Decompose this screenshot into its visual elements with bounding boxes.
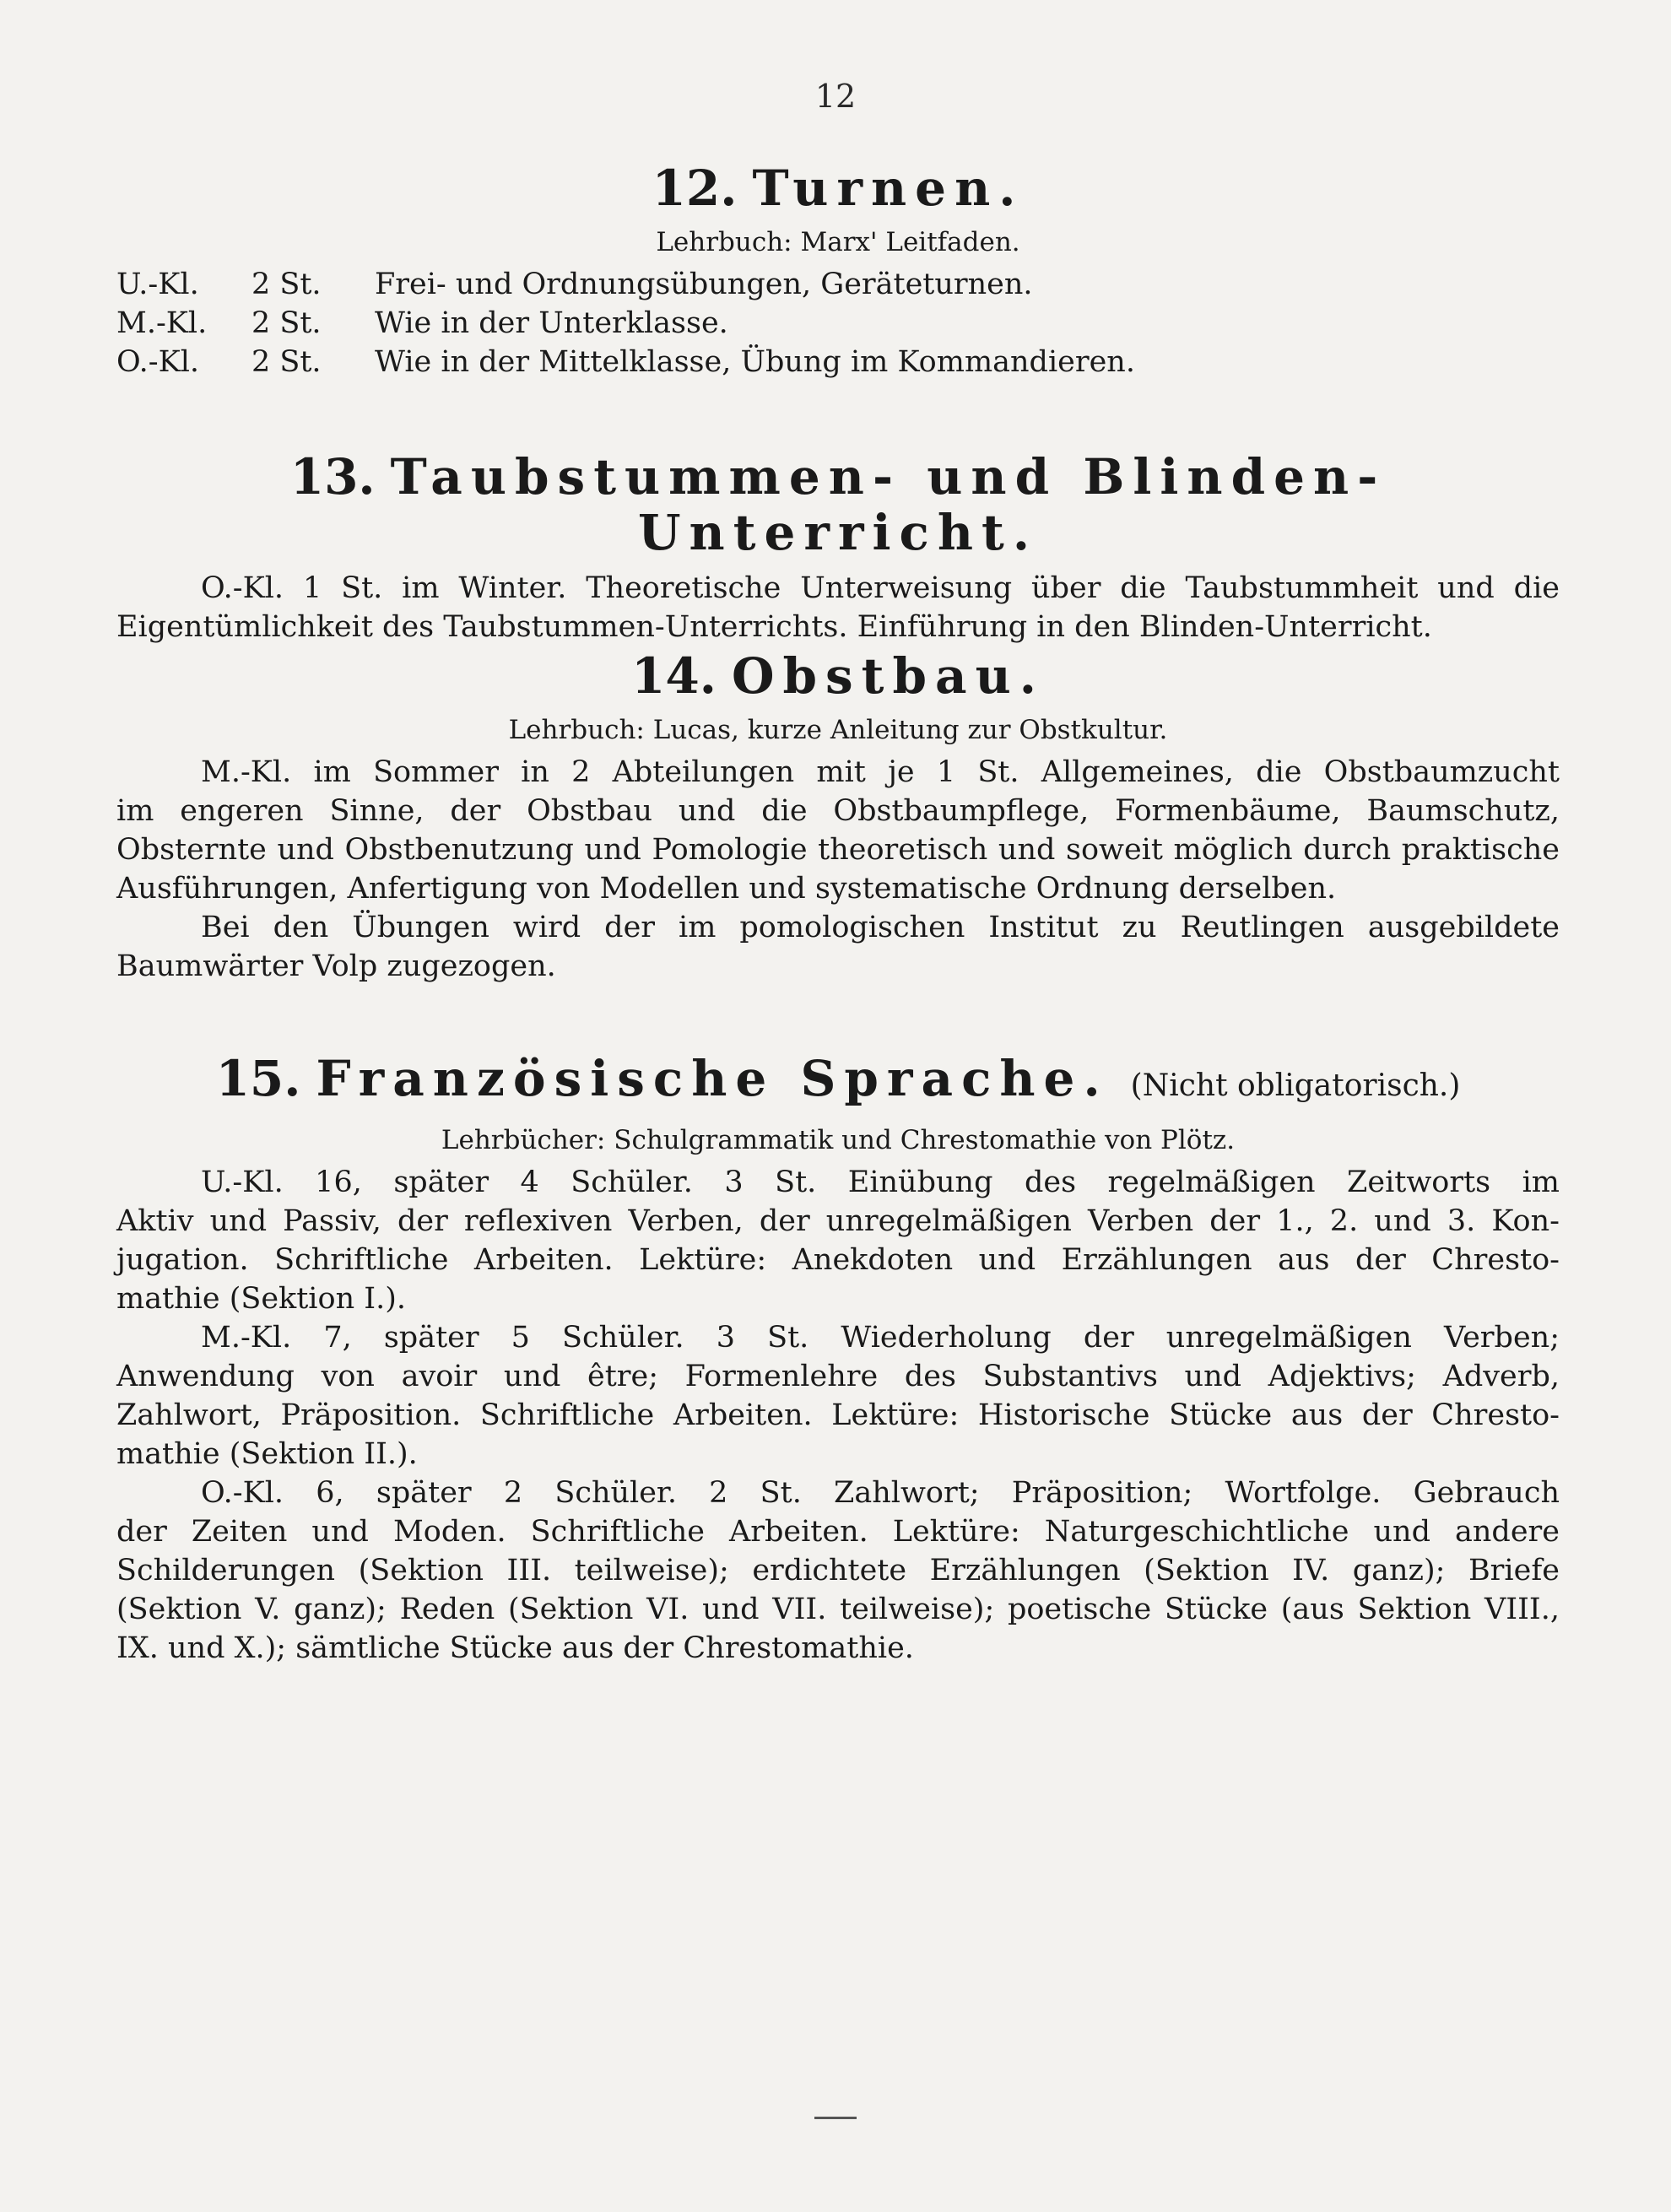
schedule-text: Wie in der Unterklasse.	[375, 306, 728, 340]
body-line: (Sektion V. ganz); Reden (Sektion VI. und VII. teilweise); poetische Stücke (aus Sektion VIII.,	[116, 1593, 1560, 1626]
hours-label: 2 St.	[251, 345, 322, 379]
body-line: Zahlwort, Präposition. Schriftliche Arbeiten. Lektüre: Historische Stücke aus der Chresto-	[116, 1398, 1560, 1432]
section-title: Französische Sprache.	[316, 1050, 1109, 1107]
section-taubstummen	[116, 449, 1560, 646]
section-number: 15.	[215, 1050, 301, 1107]
page-number: 12	[814, 78, 857, 115]
schedule-text: Wie in der Mittelklasse, Übung im Kommandieren.	[375, 345, 1135, 379]
section-heading	[116, 1051, 1560, 1114]
hours-label: 2 St.	[251, 268, 322, 301]
body-line: IX. und X.); sämtliche Stücke aus der Chrestomathie.	[116, 1631, 914, 1665]
body-line: Aktiv und Passiv, der reflexiven Verben, der unregelmäßigen Verben der 1., 2. und 3. Kon-	[116, 1204, 1560, 1238]
textbook-line: Lehrbuch: Lucas, kurze Anleitung zur Obstkultur.	[508, 715, 1168, 745]
body-line: Obsternte und Obstbenutzung und Pomologie theoretisch und soweit möglich durch praktische	[116, 833, 1560, 867]
body-line: der Zeiten und Moden. Schriftliche Arbeiten. Lektüre: Naturgeschichtliche und andere	[116, 1515, 1560, 1549]
section-number: 13.	[289, 448, 376, 506]
body-line: M.-Kl. 7, später 5 Schüler. 3 St. Wiederholung der unregelmäßigen Verben;	[201, 1321, 1560, 1355]
section-note: (Nicht obligatorisch.)	[1130, 1068, 1461, 1103]
body-line: Eigentümlichkeit des Taubstummen-Unterrichts. Einführung in den Blinden-Unterricht.	[116, 610, 1432, 644]
body-line: Anwendung von avoir und être; Formenlehre des Substantivs und Adjektivs; Adverb,	[116, 1360, 1560, 1393]
section-number: 14.	[631, 647, 717, 705]
body-line: Schilderungen (Sektion III. teilweise); erdichtete Erzählungen (Sektion IV. ganz); Briefe	[116, 1554, 1560, 1587]
end-rule	[814, 2117, 857, 2119]
body-line: Ausführungen, Anfertigung von Modellen und systematische Ordnung derselben.	[116, 872, 1337, 906]
section-title: Turnen.	[752, 160, 1025, 217]
class-label: M.-Kl.	[116, 306, 208, 340]
section-heading	[116, 160, 1560, 216]
section-franzoesisch	[116, 1051, 1560, 1668]
body-line: mathie (Sektion II.).	[116, 1437, 418, 1471]
textbook-line: Lehrbuch: Marx' Leitfaden.	[656, 227, 1020, 257]
hours-label: 2 St.	[251, 306, 322, 340]
section-heading	[116, 449, 1560, 560]
body-line: mathie (Sektion I.).	[116, 1282, 406, 1316]
textbook-line: Lehrbücher: Schulgrammatik und Chrestomathie von Plötz.	[441, 1125, 1236, 1155]
body-line: O.-Kl. 1 St. im Winter. Theoretische Unterweisung über die Taubstummheit und die	[201, 571, 1560, 605]
schedule-row	[116, 304, 1560, 343]
section-heading	[116, 648, 1560, 704]
body-line: M.-Kl. im Sommer in 2 Abteilungen mit je 1 St. Allgemeines, die Obstbaumzucht	[201, 755, 1560, 789]
schedule-row	[116, 343, 1560, 381]
schedule-text: Frei- und Ordnungsübungen, Geräteturnen.	[375, 268, 1033, 301]
class-label: U.-Kl.	[116, 268, 199, 301]
section-title: Obstbau.	[731, 647, 1045, 705]
section-number: 12.	[652, 160, 738, 217]
body-line: U.-Kl. 16, später 4 Schüler. 3 St. Einübung des regelmäßigen Zeitworts im	[201, 1165, 1560, 1199]
schedule-row	[116, 265, 1560, 304]
section-obstbau	[116, 648, 1560, 986]
class-label: O.-Kl.	[116, 345, 200, 379]
body-line: im engeren Sinne, der Obstbau und die Obstbaumpflege, Formenbäume, Baumschutz,	[116, 794, 1560, 828]
body-line: jugation. Schriftliche Arbeiten. Lektüre: Anekdoten und Erzählungen aus der Chresto-	[116, 1243, 1560, 1277]
section-title: Taubstummen- und Blinden-Unterricht.	[390, 448, 1387, 561]
body-line: O.-Kl. 6, später 2 Schüler. 2 St. Zahlwort; Präposition; Wortfolge. Gebrauch	[201, 1476, 1560, 1510]
body-line: Bei den Übungen wird der im pomologischen Institut zu Reutlingen ausgebildete	[201, 911, 1560, 944]
body-line: Baumwärter Volp zugezogen.	[116, 949, 556, 983]
section-turnen	[116, 160, 1560, 381]
